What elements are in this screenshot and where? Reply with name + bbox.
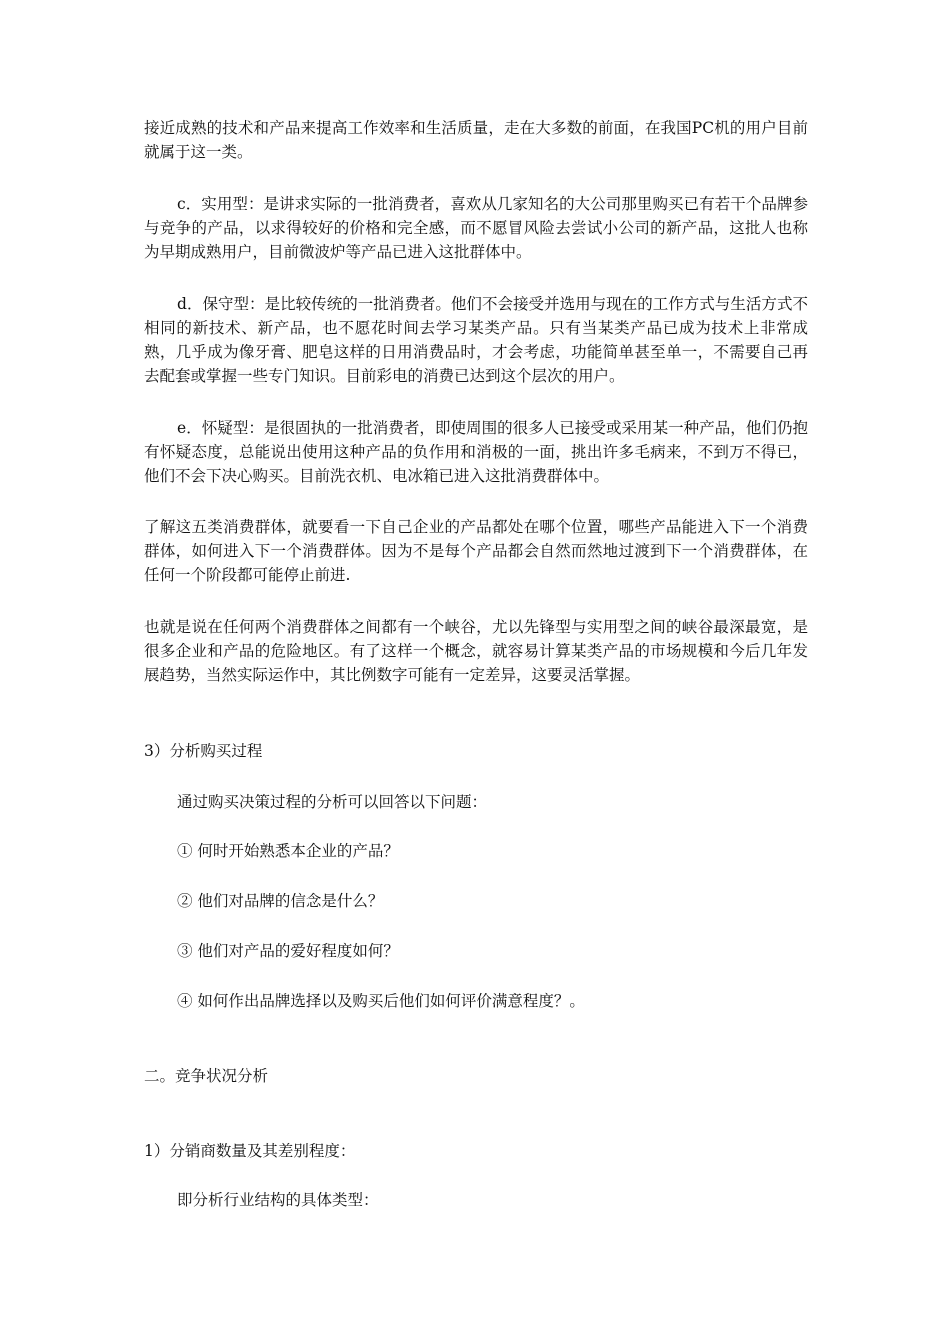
paragraph-practical-type: c．实用型：是讲求实际的一批消费者，喜欢从几家知名的大公司那里购买已有若干个品牌参与竞争的产品，以求得较好的价格和完全感，而不愿冒风险去尝试小公司的新产品，这批人也称为早期成熟用户，目前微波炉等产品已进入这批群体中。 <box>144 195 808 261</box>
paragraph-canyon: 也就是说在任何两个消费群体之间都有一个峡谷，尤以先锋型与实用型之间的峡谷最深最宽，是很多企业和产品的危险地区。有了这样一个概念，就容易计算某类产品的市场规模和今后几年发展趋势，当然实际运作中，其比例数字可能有一定差异，这要灵活掌握。 <box>144 618 808 684</box>
paragraph-intro: 接近成熟的技术和产品来提高工作效率和生活质量，走在大多数的前面，在我国PC机的用户目前就属于这一类。 <box>144 119 808 161</box>
question-item: ① 何时开始熟悉本企业的产品？ <box>177 842 399 860</box>
section-heading-competition: 二。竞争状况分析 <box>144 1067 269 1085</box>
paragraph-skeptic-type: e．怀疑型：是很固执的一批消费者，即使周围的很多人已接受或采用某一种产品，他们仍抱有怀疑态度，总能说出使用这种产品的负作用和消极的一面，挑出许多毛病来，不到万不得已，他们不会下决心购买。目前洗衣机、电冰箱已进入这批消费群体中。 <box>144 419 808 485</box>
heading-distributors: 1）分销商数量及其差别程度： <box>144 1142 356 1160</box>
industry-structure-line: 即分析行业结构的具体类型： <box>177 1191 379 1209</box>
question-item: ③ 他们对产品的爱好程度如何？ <box>177 942 399 960</box>
paragraph-five-groups: 了解这五类消费群体，就要看一下自己企业的产品都处在哪个位置，哪些产品能进入下一个消费群体，如何进入下一个消费群体。因为不是每个产品都会自然而然地过渡到下一个消费群体，在任何一个阶段都可能停止前进. <box>144 518 808 584</box>
question-item: ② 他们对品牌的信念是什么？ <box>177 892 384 910</box>
purchase-intro: 通过购买决策过程的分析可以回答以下问题： <box>177 793 488 811</box>
heading-purchase-process: 3）分析购买过程 <box>144 742 263 760</box>
paragraph-conservative-type: d．保守型：是比较传统的一批消费者。他们不会接受并选用与现在的工作方式与生活方式不相同的新技术、新产品，也不愿花时间去学习某类产品。只有当某类产品已成为技术上非常成熟，几乎成为像牙膏、肥皂这样的日用消费品时，才会考虑，功能简单甚至单一，不需要自己再去配套或掌握一些专门知识。目前彩电的消费已达到这个层次的用户。 <box>144 295 808 385</box>
question-item: ④ 如何作出品牌选择以及购买后他们如何评价满意程度？。 <box>177 992 585 1010</box>
